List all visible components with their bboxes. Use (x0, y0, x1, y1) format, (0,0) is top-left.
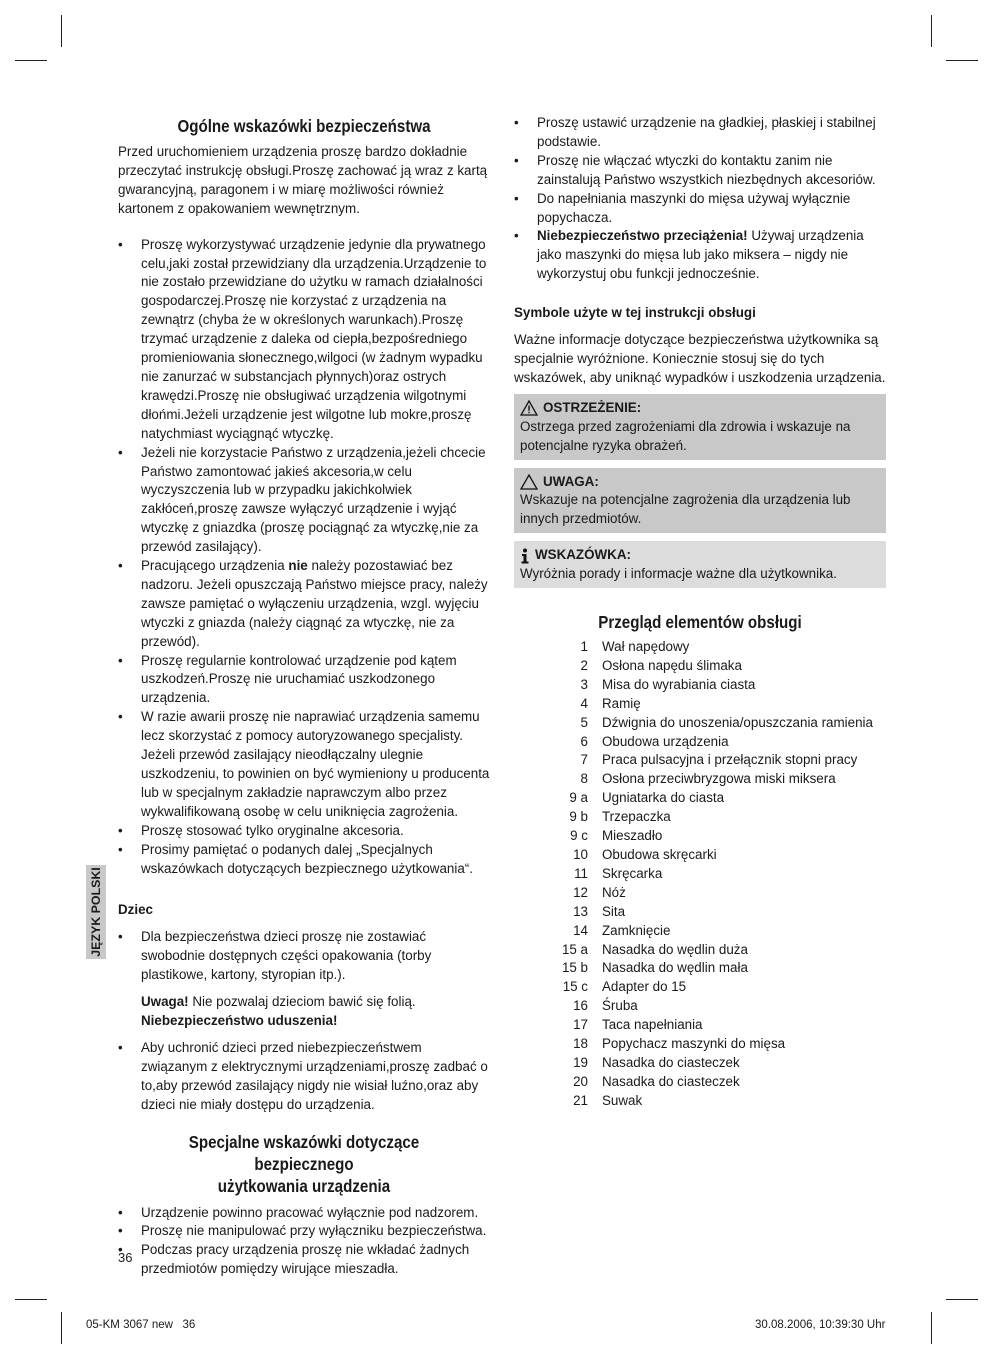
children-list-2 (118, 1039, 490, 1115)
control-item (514, 978, 886, 997)
control-label: Ugniatarka do ciasta (602, 790, 725, 806)
children-heading: Dziec (118, 902, 153, 918)
control-number: 19 (573, 1054, 588, 1070)
control-number: 4 (580, 695, 588, 711)
control-label: Dźwignia do unoszenia/opuszczania ramienia (602, 714, 873, 730)
control-number: 11 (574, 865, 588, 881)
list-item: • Do napełniania maszynki do mięsa używaj wyłącznie popychacza. (514, 190, 886, 228)
footer-right: 30.08.2006, 10:39:30 Uhr (755, 1319, 886, 1331)
control-item (514, 695, 886, 714)
control-number: 15 a (561, 941, 588, 957)
list-item: • Proszę wykorzystywać urządzenie jedynie dla prywatnego celu,jaki został przewidziany dla urządzenia.Urządzenie to nie zostało przewidziane do użytku w ramach działalności gospodarczej.Proszę nie korzystać z urządzenia na zewnątrz (chyba że w określonych warunkach).Proszę trzymać urządzenie z daleka od ciepła,bezpośredniego promieniowania słonecznego,wilgoci (w żadnym wypadku nie zanurzać w substancjach płynnych)oraz ostrych krawędzi.Proszę nie obsługiwać urządzenia wilgotnymi dłońmi.Jeżeli urządzenie jest wilgotne lub mokre,proszę natychmiast wyciągnąć wtyczkę. (118, 236, 490, 444)
control-number: 9 a (569, 790, 588, 806)
control-item (514, 884, 886, 903)
control-label: Nasadka do ciasteczek (602, 1073, 740, 1089)
symbols-intro: Ważne informacje dotyczące bezpieczeństwa użytkownika są specjalnie wyróżnione. Koniecznie stosuj się do tych wskazówek, aby uniknąć wypadków i uszkodzenia urządzenia. (514, 332, 886, 385)
control-number: 9 b (569, 809, 588, 825)
special-safety-list (118, 1204, 490, 1280)
control-label: Popychacz maszynki do mięsa (602, 1036, 786, 1052)
warning-triangle-icon (520, 400, 538, 416)
control-item (514, 751, 886, 770)
footer-left: 05-KM 3067 new 36 (86, 1319, 196, 1331)
note-box (514, 541, 886, 588)
controls-list (514, 638, 886, 1111)
control-number: 14 (573, 922, 588, 938)
control-number: 17 (573, 1017, 588, 1033)
note-box-title (520, 546, 880, 565)
warning-box-title (520, 399, 880, 418)
safety-list-continued (514, 114, 886, 284)
caution-title: UWAGA: (543, 473, 599, 489)
info-icon (520, 548, 530, 564)
control-item (514, 997, 886, 1016)
control-item (514, 676, 886, 695)
control-label: Nóż (602, 884, 626, 900)
control-label: Wał napędowy (602, 639, 690, 655)
control-item (514, 865, 886, 884)
control-item (514, 959, 886, 978)
control-number: 16 (573, 998, 588, 1014)
control-label: Adapter do 15 (602, 979, 687, 995)
control-label: Nasadka do wędlin duża (602, 941, 748, 957)
warning-text: Ostrzega przed zagrożeniami dla zdrowia i wskazuje na potencjalne ryzyka obrażeń. (520, 418, 851, 453)
caution-box (514, 468, 886, 534)
control-label: Osłona przeciwbryzgowa miski miksera (602, 771, 836, 787)
crop-mark (931, 15, 932, 47)
control-label: Ramię (602, 695, 641, 711)
control-item (514, 789, 886, 808)
crop-mark (61, 1312, 62, 1344)
control-item (514, 1016, 886, 1035)
control-number: 8 (580, 771, 588, 787)
control-item (514, 1054, 886, 1073)
control-number: 5 (580, 714, 588, 730)
control-label: Obudowa skręcarki (602, 847, 717, 862)
children-warning (118, 993, 490, 1031)
control-item (514, 657, 886, 676)
control-label: Osłona napędu ślimaka (602, 657, 742, 673)
page-number: 36 (118, 1250, 133, 1265)
crop-mark (946, 60, 978, 61)
warning-label: Uwaga! (141, 994, 189, 1010)
control-item (514, 1092, 886, 1111)
control-item (514, 846, 886, 865)
control-item (514, 733, 886, 752)
control-label: Sita (602, 903, 626, 919)
control-number: 12 (573, 884, 588, 900)
control-number: 3 (580, 676, 588, 692)
warning-box (514, 394, 886, 460)
control-label: Taca napełniania (602, 1017, 703, 1033)
warning-title: OSTRZEŻENIE: (543, 399, 642, 415)
note-text: Wyróżnia porady i informacje ważne dla użytkownika. (520, 566, 837, 582)
control-label: Misa do wyrabiania ciasta (602, 676, 756, 692)
control-label: Suwak (602, 1092, 643, 1108)
control-label: Mieszadło (602, 828, 663, 844)
bold-fragment: nie (288, 558, 308, 574)
control-label: Nasadka do wędlin mała (602, 960, 748, 976)
text-fragment: Używaj urządzenia jako maszynki do mięsa lub jako miksera – nigdy nie wykorzystuj obu funkcji jednocześnie. (537, 228, 864, 282)
crop-mark (946, 1299, 978, 1300)
caution-box-title (520, 473, 880, 492)
list-item: • Dla bezpieczeństwa dzieci proszę nie zostawiać swobodnie dostępnych części opakowania (torby plastikowe, kartony, styropian itp.). (118, 928, 490, 985)
warning-text: Nie pozwalaj dzieciom bawić się folią. (188, 994, 416, 1010)
control-number: 1 (580, 639, 588, 655)
control-item (514, 638, 886, 657)
text-fragment: Pracującego urządzenia (141, 558, 289, 574)
control-item (514, 808, 886, 827)
intro-paragraph: Przed uruchomieniem urządzenia proszę bardzo dokładnie przeczytać instrukcję obsługi.Proszę zachować ją wraz z kartą gwarancyjną, paragonem i w miarę możliwości również kartonem z opakowaniem wewnętrznym. (118, 144, 488, 216)
list-item: • Jeżeli nie korzystacie Państwo z urządzenia,jeżeli chcecie Państwo zamontować jakieś akcesoria,w celu wyczyszczenia lub w przypadku jakichkolwiek zakłóceń,proszę zawsze wyłączyć urządzenie i wyjąć wtyczkę z gniazdka (proszę pociągnąć za wtyczkę,nie za przewód zasilający). (118, 444, 490, 557)
control-number: 7 (580, 752, 588, 768)
list-item: • Proszę stosować tylko oryginalne akcesoria. (118, 822, 490, 841)
list-item (514, 227, 886, 284)
control-item (514, 770, 886, 789)
control-item (514, 941, 886, 960)
control-item (514, 1073, 886, 1092)
crop-mark (15, 1299, 47, 1300)
caution-triangle-icon (520, 474, 538, 490)
control-item (514, 827, 886, 846)
control-number: 9 c (570, 828, 588, 844)
control-label: Trzepaczka (602, 809, 671, 825)
control-number: 15 b (561, 960, 588, 976)
section-title-special-safety (144, 1131, 464, 1197)
caution-text: Wskazuje na potencjalne zagrożenia dla urządzenia lub innych przedmiotów. (520, 492, 851, 527)
list-item: • Proszę ustawić urządzenie na gładkiej, płaskiej i stabilnej podstawie. (514, 114, 886, 152)
list-item: • Proszę regularnie kontrolować urządzenie pod kątem uszkodzeń.Proszę nie uruchamiać uszkodzonego urządzenia. (118, 652, 490, 709)
symbols-heading: Symbole użyte w tej instrukcji obsługi (514, 305, 756, 321)
list-item: • W razie awarii proszę nie naprawiać urządzenia samemu lecz skorzystać z pomocy autoryzowanego specjalisty. Jeżeli przewód zasilający nieodłączalny ulegnie uszkodzeniu, to powinien on być wymieniony u producenta lub w specjalnym zakładzie naprawczym albo przez wykwalifikowaną osobę w celu uniknięcia zagrożenia. (118, 708, 490, 821)
title-line: Specjalne wskazówki dotyczące bezpiecznego (188, 1131, 420, 1174)
control-item (514, 1035, 886, 1054)
control-number: 6 (580, 733, 588, 749)
language-tab-label: JĘZYK POLSKI (89, 867, 103, 957)
list-item: • Prosimy pamiętać o podanych dalej „Specjalnych wskazówkach dotyczących bezpiecznego użytkowania“. (118, 841, 490, 879)
text-fragment: należy pozostawiać bez nadzoru. Jeżeli opuszczają Państwo miejsce pracy, należy zawsze pamiętać o wyłączeniu urządzenia, wzgl. wyjęciu wtyczki z gniazda (należy ciągnąć za wtyczkę, nie za przewód). (141, 558, 488, 649)
bold-fragment: Niebezpieczeństwo przeciążenia! (537, 228, 748, 244)
control-number: 10 (573, 847, 588, 862)
title-line: użytkowania urządzenia (217, 1175, 391, 1196)
crop-mark (15, 60, 47, 61)
control-label: Skręcarka (602, 865, 663, 881)
control-number: 13 (573, 903, 588, 919)
children-list (118, 928, 490, 985)
controls-heading: Przegląd elementów obsługi (598, 612, 802, 633)
general-safety-list (118, 236, 490, 879)
control-label: Praca pulsacyjna i przełącznik stopni pracy (602, 752, 858, 768)
list-item: • Podczas pracy urządzenia proszę nie wkładać żadnych przedmiotów pomiędzy wirujące mieszadła. (118, 1241, 490, 1279)
right-column (514, 114, 886, 1111)
list-item: • Urządzenie powinno pracować wyłącznie pod nadzorem. (118, 1204, 490, 1223)
control-item (514, 714, 886, 733)
list-item (118, 557, 490, 652)
control-number: 21 (573, 1092, 588, 1108)
danger-text: Niebezpieczeństwo uduszenia! (141, 1012, 338, 1028)
control-label: Obudowa urządzenia (602, 733, 729, 749)
language-tab (86, 865, 106, 959)
control-item (514, 903, 886, 922)
control-number: 15 c (562, 979, 588, 995)
control-item (514, 922, 886, 941)
section-title-general-safety: Ogólne wskazówki bezpieczeństwa (177, 116, 431, 136)
control-label: Zamknięcie (602, 922, 671, 938)
crop-mark (61, 15, 62, 47)
note-title: WSKAZÓWKA: (535, 547, 631, 563)
control-number: 2 (580, 657, 588, 673)
left-column (118, 114, 490, 1279)
control-number: 18 (573, 1036, 588, 1052)
control-number: 20 (573, 1073, 588, 1089)
list-item: • Proszę nie manipulować przy wyłączniku bezpieczeństwa. (118, 1222, 490, 1241)
control-label: Śruba (602, 998, 638, 1014)
list-item: • Aby uchronić dzieci przed niebezpieczeństwem związanym z elektrycznymi urządzeniami,proszę zadbać o to,aby przewód zasilający nigdy nie wisiał luźno,oraz aby dzieci nie miały dostępu do urządzenia. (118, 1039, 490, 1115)
crop-mark (931, 1312, 932, 1344)
control-label: Nasadka do ciasteczek (602, 1054, 740, 1070)
list-item: • Proszę nie włączać wtyczki do kontaktu zanim nie zainstalują Państwo wszystkich niezbędnych akcesoriów. (514, 152, 886, 190)
